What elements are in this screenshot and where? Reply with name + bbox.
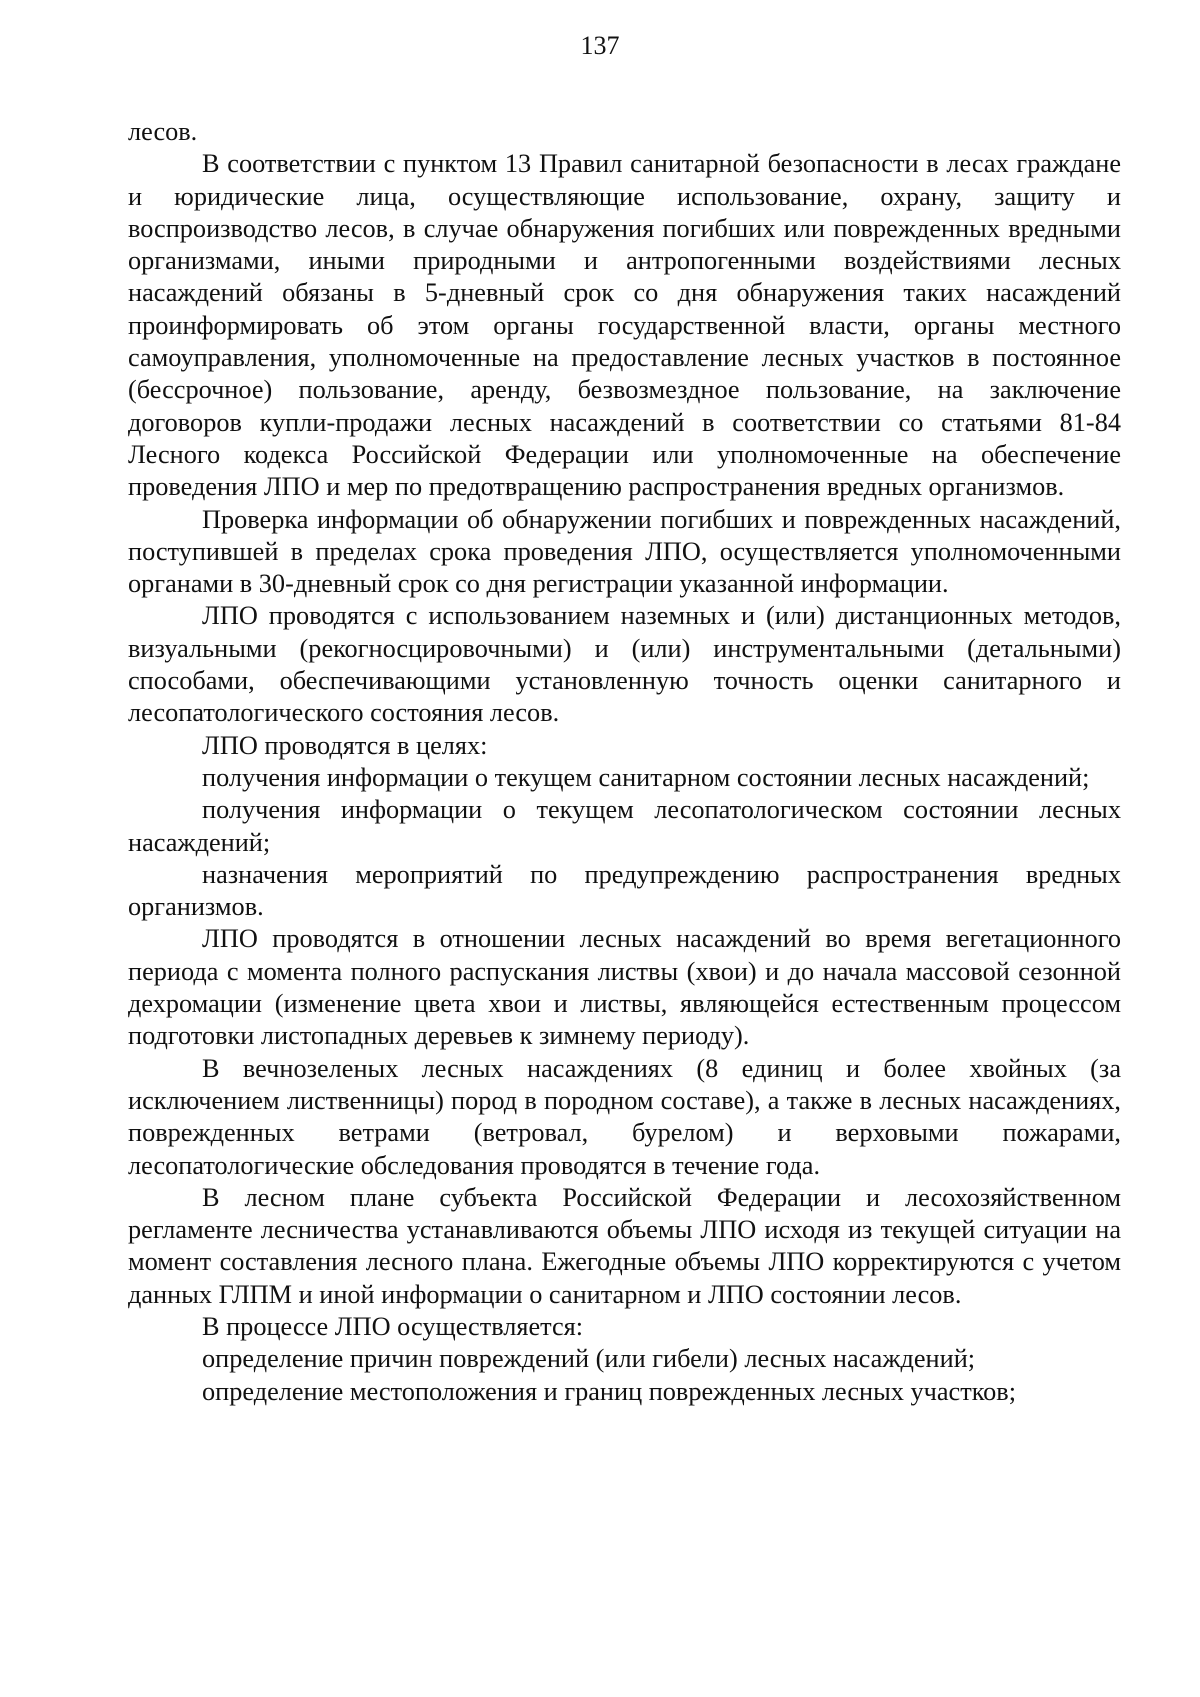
paragraph-lpo-methods: ЛПО проводятся с использованием наземных и (или) дистанционных методов, визуальными (рекогносцировочными) и (или) инструментальными (детальными) способами, обеспечивающими установленную точность оценки санитарного и лесопатологического состояния лесов. (128, 601, 1121, 728)
paragraph-sanitary-rules: В соответствии с пунктом 13 Правил санитарной безопасности в лесах граждане и юридические лица, осуществляющие использование, охрану, защиту и воспроизводство лесов, в случае обнаружения погибших или поврежденных вредными организмами, иными природными и антропогенными воздействиями лесных насаждений обязаны в 5-дневный срок со дня обнаружения таких насаждений проинформировать об этом органы государственной власти, органы местного самоуправления, уполномоченные на предоставление лесных участков в постоянное (бессрочное) пользование, аренду, безвозмездное пользование, на заключение договоров купли-продажи лесных насаждений в соответствии со статьями 81-84 Лесного кодекса Российской Федерации или уполномоченные на обеспечение проведения ЛПО и мер по предотвращению распространения вредных организмов. (128, 149, 1121, 502)
list-item-damage-location: определение местоположения и границ поврежденных лесных участков; (202, 1376, 1017, 1406)
list-item-prevention-measures: назначения мероприятий по предупреждению распространения вредных организмов. (128, 859, 1121, 922)
page-number: 137 (580, 31, 620, 60)
paragraph-lpo-process-heading: В процессе ЛПО осуществляется: (202, 1311, 584, 1341)
paragraph-evergreen-stands: В вечнозеленых лесных насаждениях (8 единиц и более хвойных (за исключением лиственницы) пород в породном составе), а также в лесных насаждениях, поврежденных ветрами (ветровал, бурелом) и верховыми пожарами, лесопатологические обследования проводятся в течение года. (128, 1053, 1121, 1180)
paragraph-information-check: Проверка информации об обнаружении погибших и поврежденных насаждений, поступившей в пределах срока проведения ЛПО, осуществляется уполномоченными органами в 30-дневный срок со дня регистрации указанной информации. (128, 504, 1121, 599)
list-item-pathology-info: получения информации о текущем лесопатологическом состоянии лесных насаждений; (128, 795, 1121, 857)
paragraph-continuation: лесов. (128, 117, 198, 146)
list-item-damage-causes: определение причин повреждений (или гибели) лесных насаждений; (202, 1344, 976, 1374)
document-body (128, 116, 1121, 1408)
paragraph-vegetation-period: ЛПО проводятся в отношении лесных насаждений во время вегетационного периода с момента полного распускания листвы (хвои) и до начала массовой сезонной дехромации (изменение цвета хвои и листвы, являющейся естественным процессом подготовки листопадных деревьев к зимнему периоду). (128, 924, 1121, 1051)
paragraph-forest-plan: В лесном плане субъекта Российской Федерации и лесохозяйственном регламенте лесничества устанавливаются объемы ЛПО исходя из текущей ситуации на момент составления лесного плана. Ежегодные объемы ЛПО корректируются с учетом данных ГЛПМ и иной информации о санитарном и ЛПО состоянии лесов. (128, 1182, 1121, 1309)
paragraph-lpo-goals-heading: ЛПО проводятся в целях: (202, 730, 488, 760)
list-item-sanitary-info: получения информации о текущем санитарном состоянии лесных насаждений; (202, 762, 1090, 792)
